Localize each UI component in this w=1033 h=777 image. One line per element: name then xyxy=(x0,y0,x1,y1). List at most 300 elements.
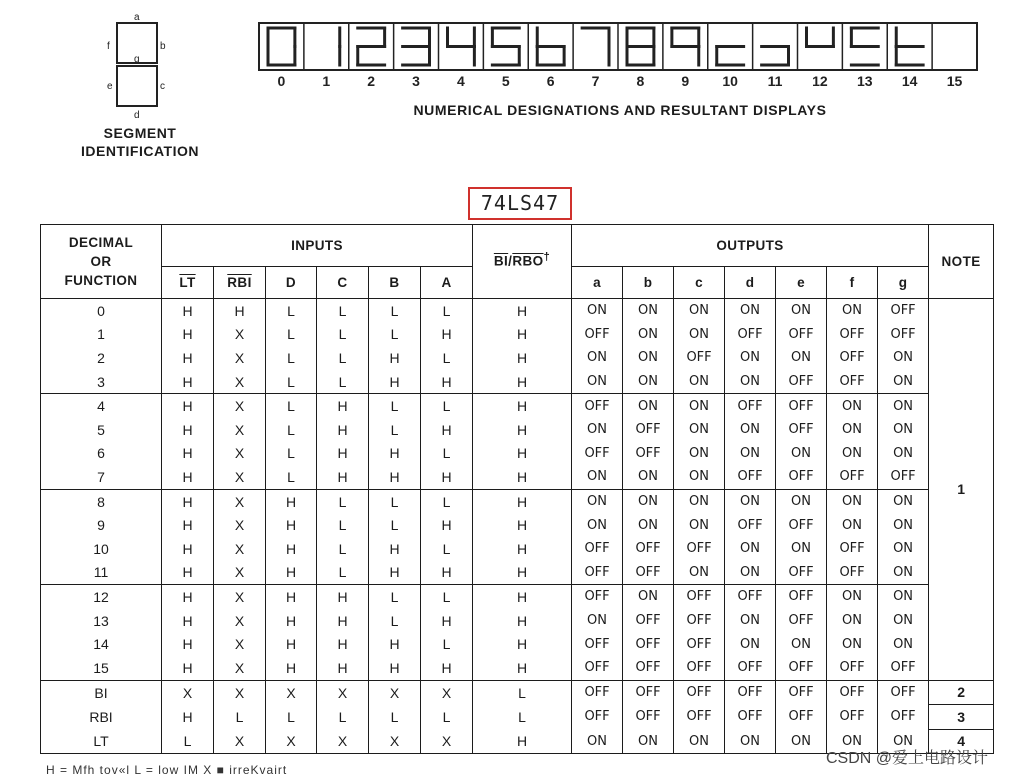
input-cell: H xyxy=(162,561,214,585)
input-cell: L xyxy=(369,394,421,418)
output-cell: ON xyxy=(674,394,725,418)
input-cell: X xyxy=(214,632,266,656)
bi-rbo-cell: H xyxy=(473,489,572,513)
output-cell: ON xyxy=(878,489,929,513)
output-cell: ON xyxy=(725,561,776,585)
input-cell: L xyxy=(421,705,473,730)
digit-cell xyxy=(618,23,654,89)
table-row xyxy=(41,489,994,513)
output-cell: OFF xyxy=(623,656,674,680)
function-cell: 2 xyxy=(41,346,162,370)
output-cell: ON xyxy=(623,394,674,418)
output-cell: OFF xyxy=(827,346,878,370)
output-cell: OFF xyxy=(623,537,674,561)
input-cell: L xyxy=(369,299,421,323)
output-cell: OFF xyxy=(623,418,674,442)
output-cell: ON xyxy=(572,346,623,370)
digit-cell xyxy=(842,23,878,89)
output-cell: ON xyxy=(776,442,827,466)
input-cell: X xyxy=(214,609,266,633)
numeric-display-strip xyxy=(259,23,977,89)
input-cell: X xyxy=(214,323,266,347)
input-cell: X xyxy=(214,729,266,754)
input-cell: L xyxy=(317,513,369,537)
bi-rbo-cell: H xyxy=(473,729,572,754)
bi-rbo-cell: H xyxy=(473,370,572,394)
input-cell: L xyxy=(317,323,369,347)
output-cell: OFF xyxy=(827,537,878,561)
output-cell: OFF xyxy=(623,442,674,466)
digit-number-label: 13 xyxy=(857,73,873,89)
output-cell: ON xyxy=(725,729,776,754)
input-cell: X xyxy=(266,729,317,754)
function-cell: 3 xyxy=(41,370,162,394)
segment-label: b xyxy=(160,41,166,52)
output-cell: ON xyxy=(776,537,827,561)
output-cell: OFF xyxy=(827,680,878,705)
digit-number-label: 10 xyxy=(722,73,738,89)
digit-cell xyxy=(708,23,744,89)
input-cell: H xyxy=(266,632,317,656)
output-cell: OFF xyxy=(572,585,623,609)
output-cell: OFF xyxy=(572,323,623,347)
input-cell: L xyxy=(421,346,473,370)
note-header: NOTE xyxy=(929,225,994,299)
output-cell: OFF xyxy=(725,394,776,418)
digit-cell xyxy=(932,23,962,89)
input-cell: H xyxy=(162,705,214,730)
input-cell: L xyxy=(421,394,473,418)
input-cell: L xyxy=(369,513,421,537)
digit-number-label: 5 xyxy=(501,73,510,89)
input-cell: H xyxy=(162,656,214,680)
function-cell: 9 xyxy=(41,513,162,537)
segment-box-lower xyxy=(117,66,157,106)
input-cell: X xyxy=(421,680,473,705)
output-cell: OFF xyxy=(827,323,878,347)
input-cell: X xyxy=(214,680,266,705)
note-cell: 4 xyxy=(929,729,994,754)
table-row xyxy=(41,680,994,705)
input-cell: L xyxy=(317,705,369,730)
output-cell: ON xyxy=(827,489,878,513)
output-cell: OFF xyxy=(827,705,878,730)
input-cell: H xyxy=(421,609,473,633)
output-col-header: g xyxy=(878,267,929,299)
input-cell: H xyxy=(421,656,473,680)
segment-label: f xyxy=(107,41,110,52)
input-cell: H xyxy=(317,418,369,442)
output-cell: ON xyxy=(674,513,725,537)
output-cell: OFF xyxy=(878,705,929,730)
function-cell: 5 xyxy=(41,418,162,442)
input-cell: X xyxy=(369,729,421,754)
input-cell: H xyxy=(369,465,421,489)
numerical-displays-caption: NUMERICAL DESIGNATIONS AND RESULTANT DISPLAYS xyxy=(413,102,827,118)
digit-cell xyxy=(483,23,519,89)
table-row xyxy=(41,323,994,347)
output-cell: ON xyxy=(878,346,929,370)
output-cell: ON xyxy=(776,489,827,513)
digit-cell xyxy=(887,23,923,89)
input-cell: H xyxy=(421,561,473,585)
digit-cell xyxy=(573,23,609,89)
output-cell: OFF xyxy=(623,609,674,633)
output-cell: ON xyxy=(827,394,878,418)
output-cell: ON xyxy=(572,609,623,633)
input-cell: X xyxy=(369,680,421,705)
table-row xyxy=(41,299,994,323)
output-col-header: a xyxy=(572,267,623,299)
output-cell: ON xyxy=(725,442,776,466)
digit-number-label: 1 xyxy=(322,73,331,89)
decimal-header-line3: FUNCTION xyxy=(64,273,138,288)
output-cell: ON xyxy=(827,513,878,537)
input-cell: X xyxy=(214,442,266,466)
input-cell: X xyxy=(317,680,369,705)
input-cell: L xyxy=(266,346,317,370)
input-cell: H xyxy=(162,442,214,466)
digit-number-label: 3 xyxy=(412,73,420,89)
input-cell: X xyxy=(266,680,317,705)
digit-number-label: 15 xyxy=(946,73,963,89)
output-col-header: c xyxy=(674,267,725,299)
output-cell: ON xyxy=(674,323,725,347)
output-cell: ON xyxy=(623,346,674,370)
table-row xyxy=(41,370,994,394)
input-cell: X xyxy=(214,489,266,513)
input-cell: H xyxy=(369,370,421,394)
output-cell: ON xyxy=(827,418,878,442)
output-cell: ON xyxy=(878,370,929,394)
output-cell: OFF xyxy=(572,705,623,730)
function-cell: 15 xyxy=(41,656,162,680)
table-row xyxy=(41,705,994,730)
input-cell: H xyxy=(369,537,421,561)
input-cell: H xyxy=(369,442,421,466)
output-cell: OFF xyxy=(776,323,827,347)
input-cell: H xyxy=(317,394,369,418)
digit-cell xyxy=(798,23,834,89)
digit-cell xyxy=(663,23,699,89)
input-cell: L xyxy=(266,394,317,418)
output-cell: OFF xyxy=(674,656,725,680)
table-row xyxy=(41,561,994,585)
input-col-header: $\overline{RBI}$ xyxy=(214,267,266,299)
output-cell: ON xyxy=(878,609,929,633)
input-cell: H xyxy=(317,632,369,656)
truth-table xyxy=(40,224,994,754)
input-col-header: A xyxy=(421,267,473,299)
output-cell: OFF xyxy=(572,632,623,656)
input-cell: H xyxy=(162,299,214,323)
table-row xyxy=(41,418,994,442)
input-cell: L xyxy=(369,418,421,442)
input-cell: X xyxy=(214,513,266,537)
input-cell: L xyxy=(369,323,421,347)
input-cell: H xyxy=(421,418,473,442)
input-cell: L xyxy=(266,465,317,489)
bi-rbo-cell: L xyxy=(473,705,572,730)
input-cell: H xyxy=(421,323,473,347)
digit-cell xyxy=(753,23,789,89)
output-cell: OFF xyxy=(878,680,929,705)
input-cell: L xyxy=(317,299,369,323)
output-cell: OFF xyxy=(776,680,827,705)
note-cell: 3 xyxy=(929,705,994,730)
segment-identification-caption xyxy=(55,124,225,160)
input-cell: L xyxy=(317,561,369,585)
output-cell: OFF xyxy=(725,465,776,489)
input-cell: X xyxy=(214,465,266,489)
output-cell: ON xyxy=(827,609,878,633)
input-cell: X xyxy=(214,561,266,585)
input-cell: H xyxy=(266,489,317,513)
input-cell: H xyxy=(162,323,214,347)
output-cell: ON xyxy=(623,729,674,754)
output-cell: ON xyxy=(827,442,878,466)
output-cell: ON xyxy=(623,323,674,347)
digit-cell xyxy=(349,23,385,89)
function-cell: BI xyxy=(41,680,162,705)
table-row xyxy=(41,442,994,466)
output-cell: ON xyxy=(878,632,929,656)
input-cell: L xyxy=(421,489,473,513)
output-cell: ON xyxy=(674,442,725,466)
output-cell: OFF xyxy=(776,418,827,442)
digit-cell xyxy=(304,23,340,89)
input-cell: X xyxy=(214,537,266,561)
bi-rbo-header-rbo: $\overline{RBO}$ xyxy=(512,253,544,269)
chip-part-number: 74LS47 xyxy=(468,187,572,220)
input-cell: H xyxy=(162,346,214,370)
output-cell: OFF xyxy=(776,705,827,730)
output-cell: ON xyxy=(776,346,827,370)
input-cell: L xyxy=(421,442,473,466)
input-cell: L xyxy=(317,346,369,370)
input-cell: H xyxy=(162,489,214,513)
input-cell: L xyxy=(317,489,369,513)
function-cell: 12 xyxy=(41,585,162,609)
function-cell: LT xyxy=(41,729,162,754)
note-cell: 2 xyxy=(929,680,994,705)
bi-rbo-cell: H xyxy=(473,418,572,442)
input-cell: L xyxy=(421,585,473,609)
input-col-header: C xyxy=(317,267,369,299)
output-cell: OFF xyxy=(776,370,827,394)
input-cell: L xyxy=(369,489,421,513)
input-cell: H xyxy=(162,632,214,656)
output-cell: OFF xyxy=(623,680,674,705)
digit-cell xyxy=(394,23,430,89)
input-cell: L xyxy=(266,705,317,730)
output-cell: ON xyxy=(827,299,878,323)
bi-rbo-cell: H xyxy=(473,465,572,489)
output-cell: ON xyxy=(776,729,827,754)
output-cell: ON xyxy=(572,489,623,513)
input-col-header: $\overline{LT}$ xyxy=(162,267,214,299)
input-cell: X xyxy=(162,680,214,705)
output-cell: OFF xyxy=(674,346,725,370)
input-cell: H xyxy=(162,465,214,489)
input-cell: L xyxy=(317,370,369,394)
input-cell: H xyxy=(317,656,369,680)
output-cell: ON xyxy=(878,418,929,442)
input-cell: H xyxy=(162,537,214,561)
output-cell: OFF xyxy=(674,585,725,609)
input-cell: H xyxy=(369,632,421,656)
input-cell: H xyxy=(317,585,369,609)
digit-number-label: 0 xyxy=(277,73,286,89)
output-cell: OFF xyxy=(674,680,725,705)
bi-rbo-cell: H xyxy=(473,656,572,680)
input-cell: L xyxy=(266,370,317,394)
segment-identification-diagram xyxy=(107,12,166,121)
output-cell: OFF xyxy=(572,656,623,680)
output-cell: OFF xyxy=(827,656,878,680)
input-cell: L xyxy=(369,609,421,633)
output-col-header: b xyxy=(623,267,674,299)
input-cell: L xyxy=(162,729,214,754)
output-cell: OFF xyxy=(878,299,929,323)
output-cell: ON xyxy=(674,489,725,513)
function-cell: 11 xyxy=(41,561,162,585)
output-cell: OFF xyxy=(572,442,623,466)
inputs-header: INPUTS xyxy=(162,225,473,267)
function-cell: 1 xyxy=(41,323,162,347)
output-cell: ON xyxy=(725,346,776,370)
output-cell: ON xyxy=(623,489,674,513)
segment-label: g xyxy=(134,54,140,65)
input-cell: X xyxy=(421,729,473,754)
segment-label: e xyxy=(107,81,113,92)
input-cell: L xyxy=(266,299,317,323)
input-cell: H xyxy=(369,561,421,585)
output-cell: ON xyxy=(623,370,674,394)
output-cell: OFF xyxy=(827,465,878,489)
output-col-header: d xyxy=(725,267,776,299)
output-cell: ON xyxy=(878,394,929,418)
input-cell: X xyxy=(214,394,266,418)
output-cell: OFF xyxy=(776,394,827,418)
output-cell: OFF xyxy=(725,705,776,730)
output-cell: ON xyxy=(725,632,776,656)
input-cell: X xyxy=(214,656,266,680)
table-row xyxy=(41,513,994,537)
input-cell: H xyxy=(162,609,214,633)
output-cell: ON xyxy=(674,561,725,585)
function-cell: RBI xyxy=(41,705,162,730)
output-cell: OFF xyxy=(878,465,929,489)
input-cell: L xyxy=(369,705,421,730)
output-cell: OFF xyxy=(674,705,725,730)
input-cell: H xyxy=(369,346,421,370)
legend-footnote: H = Mfh tov«l L = low IM X ■ irreKvairt xyxy=(46,763,288,777)
output-cell: OFF xyxy=(572,537,623,561)
output-cell: OFF xyxy=(725,680,776,705)
input-cell: H xyxy=(266,585,317,609)
function-cell: 10 xyxy=(41,537,162,561)
output-cell: OFF xyxy=(623,705,674,730)
table-row xyxy=(41,537,994,561)
input-col-header: B xyxy=(369,267,421,299)
output-cell: OFF xyxy=(776,561,827,585)
output-cell: ON xyxy=(623,465,674,489)
segment-label: c xyxy=(160,81,165,92)
input-cell: X xyxy=(214,418,266,442)
digit-cell xyxy=(439,23,475,89)
input-cell: L xyxy=(369,585,421,609)
bi-rbo-cell: H xyxy=(473,323,572,347)
table-row xyxy=(41,346,994,370)
digit-number-label: 8 xyxy=(636,73,645,89)
input-cell: H xyxy=(162,394,214,418)
input-cell: H xyxy=(266,537,317,561)
output-cell: ON xyxy=(776,299,827,323)
input-cell: H xyxy=(317,442,369,466)
function-cell: 0 xyxy=(41,299,162,323)
output-cell: ON xyxy=(878,729,929,754)
output-cell: ON xyxy=(674,418,725,442)
output-cell: ON xyxy=(725,489,776,513)
output-cell: ON xyxy=(674,370,725,394)
input-cell: H xyxy=(266,513,317,537)
output-cell: OFF xyxy=(623,632,674,656)
bi-rbo-cell: H xyxy=(473,299,572,323)
segment-label: d xyxy=(134,110,140,121)
output-cell: ON xyxy=(878,537,929,561)
digit-number-label: 2 xyxy=(367,73,376,89)
output-cell: ON xyxy=(725,418,776,442)
input-cell: L xyxy=(421,632,473,656)
output-cell: OFF xyxy=(878,323,929,347)
output-cell: OFF xyxy=(674,609,725,633)
output-cell: OFF xyxy=(623,561,674,585)
table-row xyxy=(41,465,994,489)
bi-rbo-cell: H xyxy=(473,537,572,561)
bi-rbo-cell: H xyxy=(473,609,572,633)
table-row xyxy=(41,632,994,656)
output-cell: ON xyxy=(878,585,929,609)
bi-rbo-header-dagger: † xyxy=(543,251,551,263)
input-col-header: D xyxy=(266,267,317,299)
input-cell: H xyxy=(266,561,317,585)
output-cell: OFF xyxy=(827,561,878,585)
output-cell: ON xyxy=(623,513,674,537)
output-cell: OFF xyxy=(776,585,827,609)
input-cell: X xyxy=(214,585,266,609)
output-cell: OFF xyxy=(725,656,776,680)
output-cell: ON xyxy=(623,299,674,323)
bi-rbo-cell: H xyxy=(473,632,572,656)
input-cell: L xyxy=(214,705,266,730)
input-cell: H xyxy=(369,656,421,680)
output-cell: OFF xyxy=(776,656,827,680)
output-cell: ON xyxy=(572,418,623,442)
output-cell: ON xyxy=(878,561,929,585)
output-cell: ON xyxy=(674,299,725,323)
function-cell: 14 xyxy=(41,632,162,656)
function-cell: 6 xyxy=(41,442,162,466)
input-cell: H xyxy=(266,656,317,680)
digit-cell xyxy=(268,28,295,89)
output-cell: OFF xyxy=(572,394,623,418)
input-cell: L xyxy=(266,442,317,466)
output-cell: ON xyxy=(623,585,674,609)
output-cell: ON xyxy=(827,585,878,609)
output-cell: ON xyxy=(725,370,776,394)
segment-caption-line2: IDENTIFICATION xyxy=(81,143,199,159)
